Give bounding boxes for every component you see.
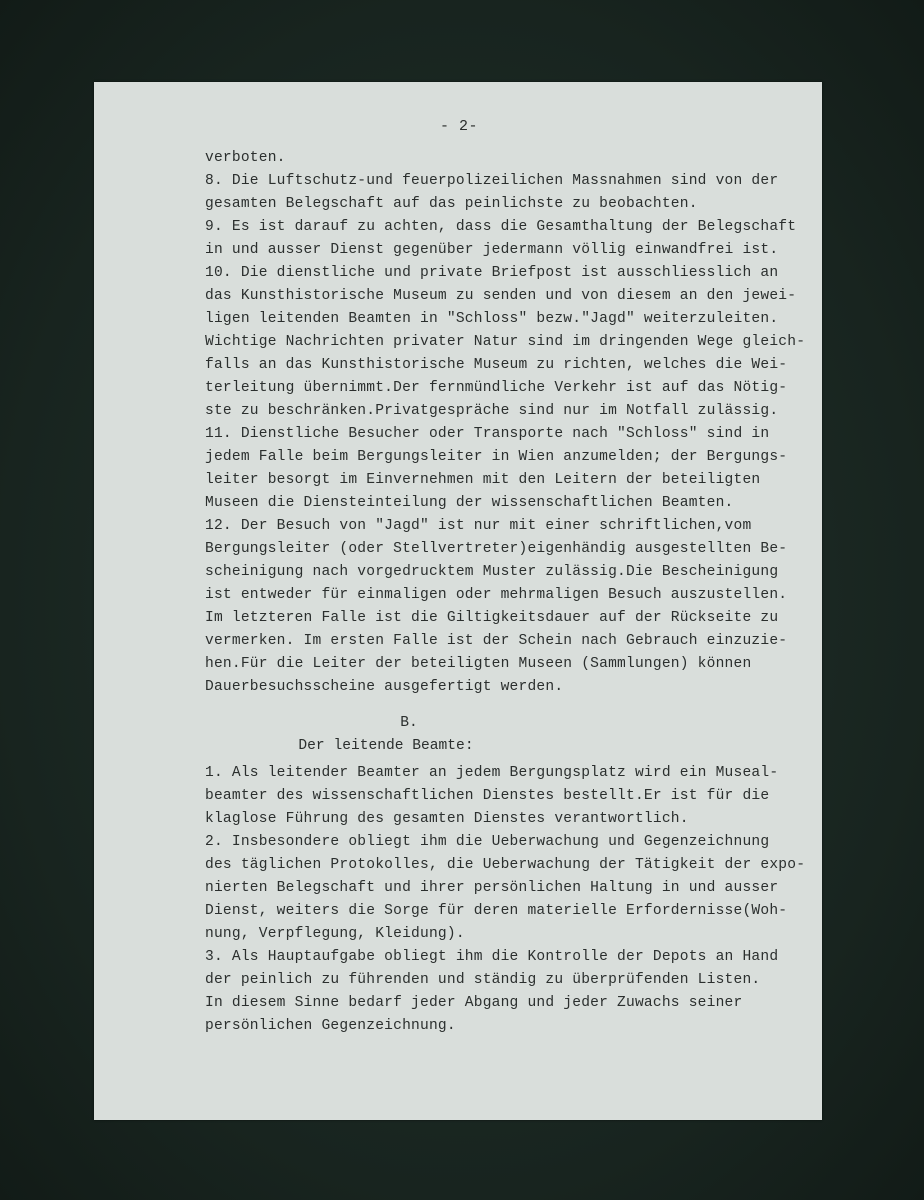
text-line: hen.Für die Leiter der beteiligten Museen (Sammlungen) können: [205, 656, 752, 672]
text-line: Museen die Diensteinteilung der wissenschaftlichen Beamten.: [205, 495, 734, 511]
text-line: In diesem Sinne bedarf jeder Abgang und jeder Zuwachs seiner: [205, 995, 743, 1011]
text-line: Wichtige Nachrichten privater Natur sind im dringenden Wege gleich-: [205, 334, 806, 350]
text-line: Bergungsleiter (oder Stellvertreter)eigenhändig ausgestellten Be-: [205, 541, 788, 557]
text-line: terleitung übernimmt.Der fernmündliche Verkehr ist auf das Nötig-: [205, 380, 788, 396]
text-line: jedem Falle beim Bergungsleiter in Wien anzumelden; der Bergungs-: [205, 449, 788, 465]
text-line: vermerken. Im ersten Falle ist der Schein nach Gebrauch einzuzie-: [205, 633, 788, 649]
text-line: nierten Belegschaft und ihrer persönlichen Haltung in und ausser: [205, 880, 779, 896]
text-line: 12. Der Besuch von "Jagd" ist nur mit einer schriftlichen,vom: [205, 518, 752, 534]
text-line: nung, Verpflegung, Kleidung).: [205, 926, 465, 942]
text-line: klaglose Führung des gesamten Dienstes verantwortlich.: [205, 811, 689, 827]
text-line: Dauerbesuchsscheine ausgefertigt werden.: [205, 679, 564, 695]
text-line: scheinigung nach vorgedrucktem Muster zulässig.Die Bescheinigung: [205, 564, 779, 580]
text-line: der peinlich zu führenden und ständig zu überprüfenden Listen.: [205, 972, 761, 988]
text-line: 8. Die Luftschutz-und feuerpolizeilichen Massnahmen sind von der: [205, 173, 779, 189]
section-title: Der leitende Beamte:: [298, 738, 474, 754]
text-line: 10. Die dienstliche und private Briefpost ist ausschliesslich an: [205, 265, 779, 281]
text-line: ligen leitenden Beamten in "Schloss" bezw."Jagd" weiterzuleiten.: [205, 311, 779, 327]
text-line: leiter besorgt im Einvernehmen mit den Leitern der beteiligten: [205, 472, 761, 488]
body-text-block: [205, 147, 820, 699]
text-line: 3. Als Hauptaufgabe obliegt ihm die Kontrolle der Depots an Hand: [205, 949, 779, 965]
text-line: das Kunsthistorische Museum zu senden und von diesem an den jewei-: [205, 288, 797, 304]
text-line: gesamten Belegschaft auf das peinlichste zu beobachten.: [205, 196, 698, 212]
text-line: 1. Als leitender Beamter an jedem Bergungsplatz wird ein Museal-: [205, 765, 779, 781]
text-line: ist entweder für einmaligen oder mehrmaligen Besuch auszustellen.: [205, 587, 788, 603]
text-line: persönlichen Gegenzeichnung.: [205, 1018, 456, 1034]
page-number: - 2-: [440, 118, 479, 135]
text-line: in und ausser Dienst gegenüber jedermann völlig einwandfrei ist.: [205, 242, 779, 258]
text-line: 2. Insbesondere obliegt ihm die Ueberwachung und Gegenzeichnung: [205, 834, 770, 850]
text-line: 9. Es ist darauf zu achten, dass die Gesamthaltung der Belegschaft: [205, 219, 797, 235]
text-line: falls an das Kunsthistorische Museum zu richten, welches die Wei-: [205, 357, 788, 373]
text-line: verboten.: [205, 150, 286, 166]
text-line: Im letzteren Falle ist die Giltigkeitsdauer auf der Rückseite zu: [205, 610, 779, 626]
text-line: Dienst, weiters die Sorge für deren materielle Erfordernisse(Woh-: [205, 903, 788, 919]
text-line: 11. Dienstliche Besucher oder Transporte nach "Schloss" sind in: [205, 426, 770, 442]
text-line: ste zu beschränken.Privatgespräche sind nur im Notfall zulässig.: [205, 403, 779, 419]
text-line: beamter des wissenschaftlichen Dienstes bestellt.Er ist für die: [205, 788, 770, 804]
text-line: des täglichen Protokolles, die Ueberwachung der Tätigkeit der expo-: [205, 857, 806, 873]
section-text-block: [205, 762, 820, 1038]
section-letter: B.: [400, 715, 418, 731]
